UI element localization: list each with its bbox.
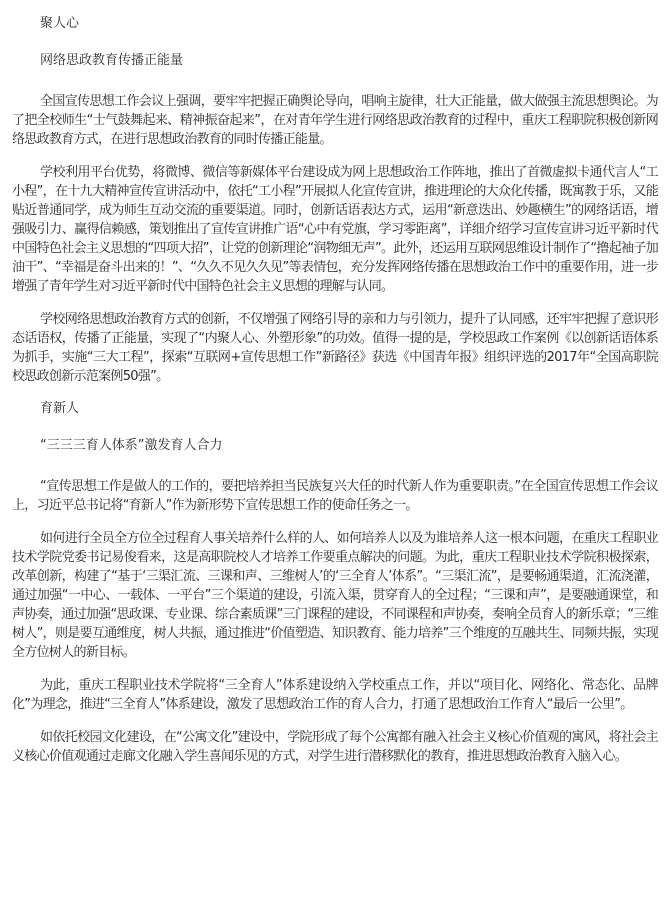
section-subheading-online-education: 网络思政教育传播正能量 xyxy=(40,53,184,68)
paragraph: 学校网络思想政治教育方式的创新，不仅增强了网络引导的亲和力与引领力，提升了认同感，还牢牢把握了意识形态话语权，传播了正能量，实现了“内聚人心、外塑形象”的功效。值得一提的是，学校思政工作案例《以创新话语体系为抓手，实施“三大工程”，探索“互联网+宣传思想工作”新路径》获选《中国青年报》组织评选的2017年“全国高职院校思政创新示范案例50强”。 xyxy=(12,312,658,384)
section-heading-gather-hearts: 聚人心 xyxy=(40,16,80,31)
paragraph: “宣传思想工作是做人的工作的，要把培养担当民族复兴大任的时代新人作为重要职责。”在全国宣传思想工作会议上，习近平总书记将“育新人”作为新形势下宣传思想工作的使命任务之一。 xyxy=(12,479,658,513)
paragraph: 全国宣传思想工作会议上强调，要牢牢把握正确舆论导向，唱响主旋律，壮大正能量，做大做强主流思想舆论。为了把全校师生“士气鼓舞起来、精神振奋起来”，在对青年学生进行网络思政治教育的过程中，重庆工程职院积极创新网络思政教育方式，在进行思想政治教育的同时传播正能量。 xyxy=(12,94,658,147)
section-heading-cultivate-people: 育新人 xyxy=(40,401,80,416)
paragraph: 如何进行全员全方位全过程育人事关培养什么样的人、如何培养人以及为谁培养人这一根本问题，在重庆工程职业技术学院党委书记易俊看来，这是高职院校人才培养工作要重点解决的问题。为此，重庆工程职业技术学院积极探索，改革创新，构建了“基于‘三渠汇流、三课和声、三维树人’的‘三全育人’体系”。“三渠汇流”，是要畅通渠道，汇流浇灌，通过加强“一中心、一载体、一平台”三个渠道的建设，引流入渠，贯穿育人的全过程；“三课和声”，是要融通课堂，和声协奏，通过加强“思政课、专业课、综合素质课”三门课程的建设，不同课程和声协奏，奏响全员育人的新乐章；“三维树人”，则是要互通维度，树人共振，通过推进“价值塑造、知识教育、能力培养”三个维度的互融共生、同频共振，实现全方位树人的新目标。 xyxy=(12,531,658,660)
paragraph: 为此，重庆工程职业技术学院将“三全育人”体系建设纳入学校重点工作，并以“项目化、网络化、常态化、品牌化”为理念，推进“三全育人”体系建设，激发了思想政治工作的育人合力，打通了思想政治工作育人“最后一公里”。 xyxy=(12,678,658,712)
paragraph: 如依托校园文化建设，在“公寓文化”建设中，学院形成了每个公寓都有融入社会主义核心价值观的寓风，将社会主义核心价值观通过走廊文化融入学生喜闻乐见的方式，对学生进行潜移默化的教育，推进思想政治教育入脑入心。 xyxy=(12,730,658,764)
paragraph: 学校利用平台优势，将微博、微信等新媒体平台建设成为网上思想政治工作阵地，推出了首微虚拟卡通代言人“工小程”，在十九大精神宣传宣讲活动中，依托“工小程”开展拟人化宣传宣讲，推进理论的大众化传播，既寓教于乐，又能贴近普通同学，成为师生互动交流的重要渠道。同时，创新话语表达方式，运用“新意迭出、妙趣横生”的网络话语，增强吸引力、赢得信赖感，策划推出了宣传宣讲推广语“心中有党旗，学习零距离”，详细介绍学习宣传宣讲习近平新时代中国特色社会主义思想的“四项大招”，让党的创新理论“润物细无声”。此外，还运用互联网思维设计制作了“撸起袖子加油干”、“幸福是奋斗出来的！”、“久久不见久久见”等表情包，充分发挥网络传播在思想政治工作中的重要作用，进一步增强了青年学生对习近平新时代中国特色社会主义思想的理解与认同。 xyxy=(12,165,658,294)
section-subheading-education-system: “三三三育人体系”激发育人合力 xyxy=(40,438,223,453)
